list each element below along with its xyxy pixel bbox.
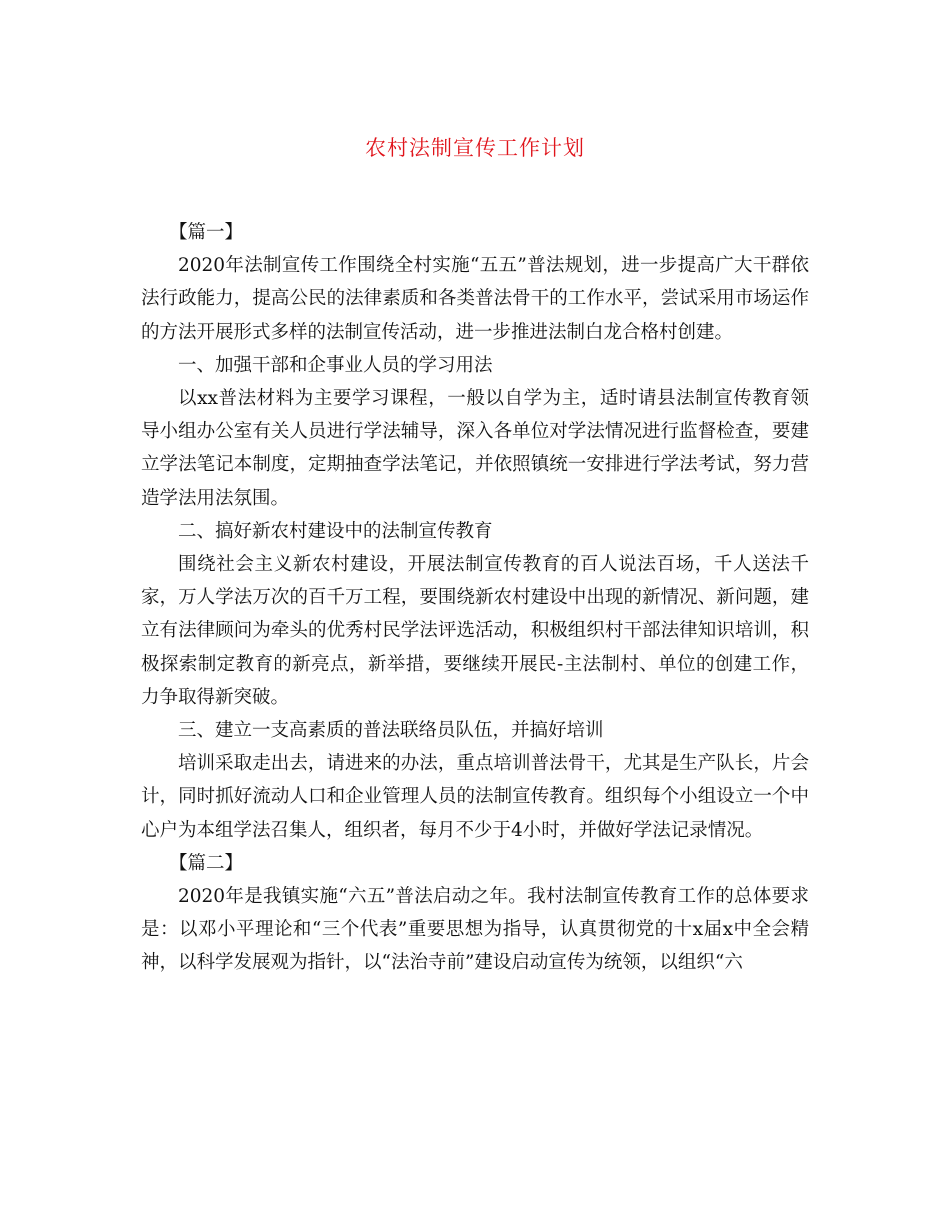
paragraph-section-one: 以xx普法材料为主要学习课程，一般以自学为主，适时请县法制宣传教育领导小组办公室有关人员进行学法辅导，深入各单位对学法情况进行监督检查，要建立学法笔记本制度，定期抽查学法笔记，并依照镇统一安排进行学法考试，努力营造学法用法氛围。 [141,388,809,509]
document-body [141,216,809,980]
paragraph-section-three: 培训采取走出去，请进来的办法，重点培训普法骨干，尤其是生产队长，片会计，同时抓好流动人口和企业管理人员的法制宣传教育。组织每个小组设立一个中心户为本组学法召集人，组织者，每月不少于4小时，并做好学法记录情况。 [141,753,809,841]
section-label-part-two: 【篇二】 [169,852,244,874]
heading-section-one: 一、加强干部和企事业人员的学习用法 [178,354,493,376]
document-title: 农村法制宣传工作计划 [365,136,585,160]
section-label-part-one: 【篇一】 [169,222,244,243]
paragraph-part-two-intro: 2020年是我镇实施“六五”普法启动之年。我村法制宣传教育工作的总体要求是：以邓小平理论和“三个代表”重要思想为指导，认真贯彻党的十x届x中全会精神，以科学发展观为指针，以“法治寺前”建设启动宣传为统领，以组织“六 [141,886,809,974]
paragraph-intro: 2020年法制宣传工作围绕全村实施“五五”普法规划，进一步提高广大干群依法行政能力，提高公民的法律素质和各类普法骨干的工作水平，尝试采用市场运作的方法开展形式多样的法制宣传活动，进一步推进法制白龙合格村创建。 [141,255,809,343]
heading-section-two: 二、搞好新农村建设中的法制宣传教育 [178,520,493,542]
heading-section-three: 三、建立一支高素质的普法联络员队伍，并搞好培训 [178,720,604,742]
paragraph-section-two: 围绕社会主义新农村建设，开展法制宣传教育的百人说法百场，千人送法千家，万人学法万次的百千万工程，要围绕新农村建设中出现的新情况、新问题，建立有法律顾问为牵头的优秀村民学法评选活动，积极组织村干部法律知识培训，积极探索制定教育的新亮点，新举措，要继续开展民-主法制村、单位的创建工作，力争取得新突破。 [141,554,809,708]
